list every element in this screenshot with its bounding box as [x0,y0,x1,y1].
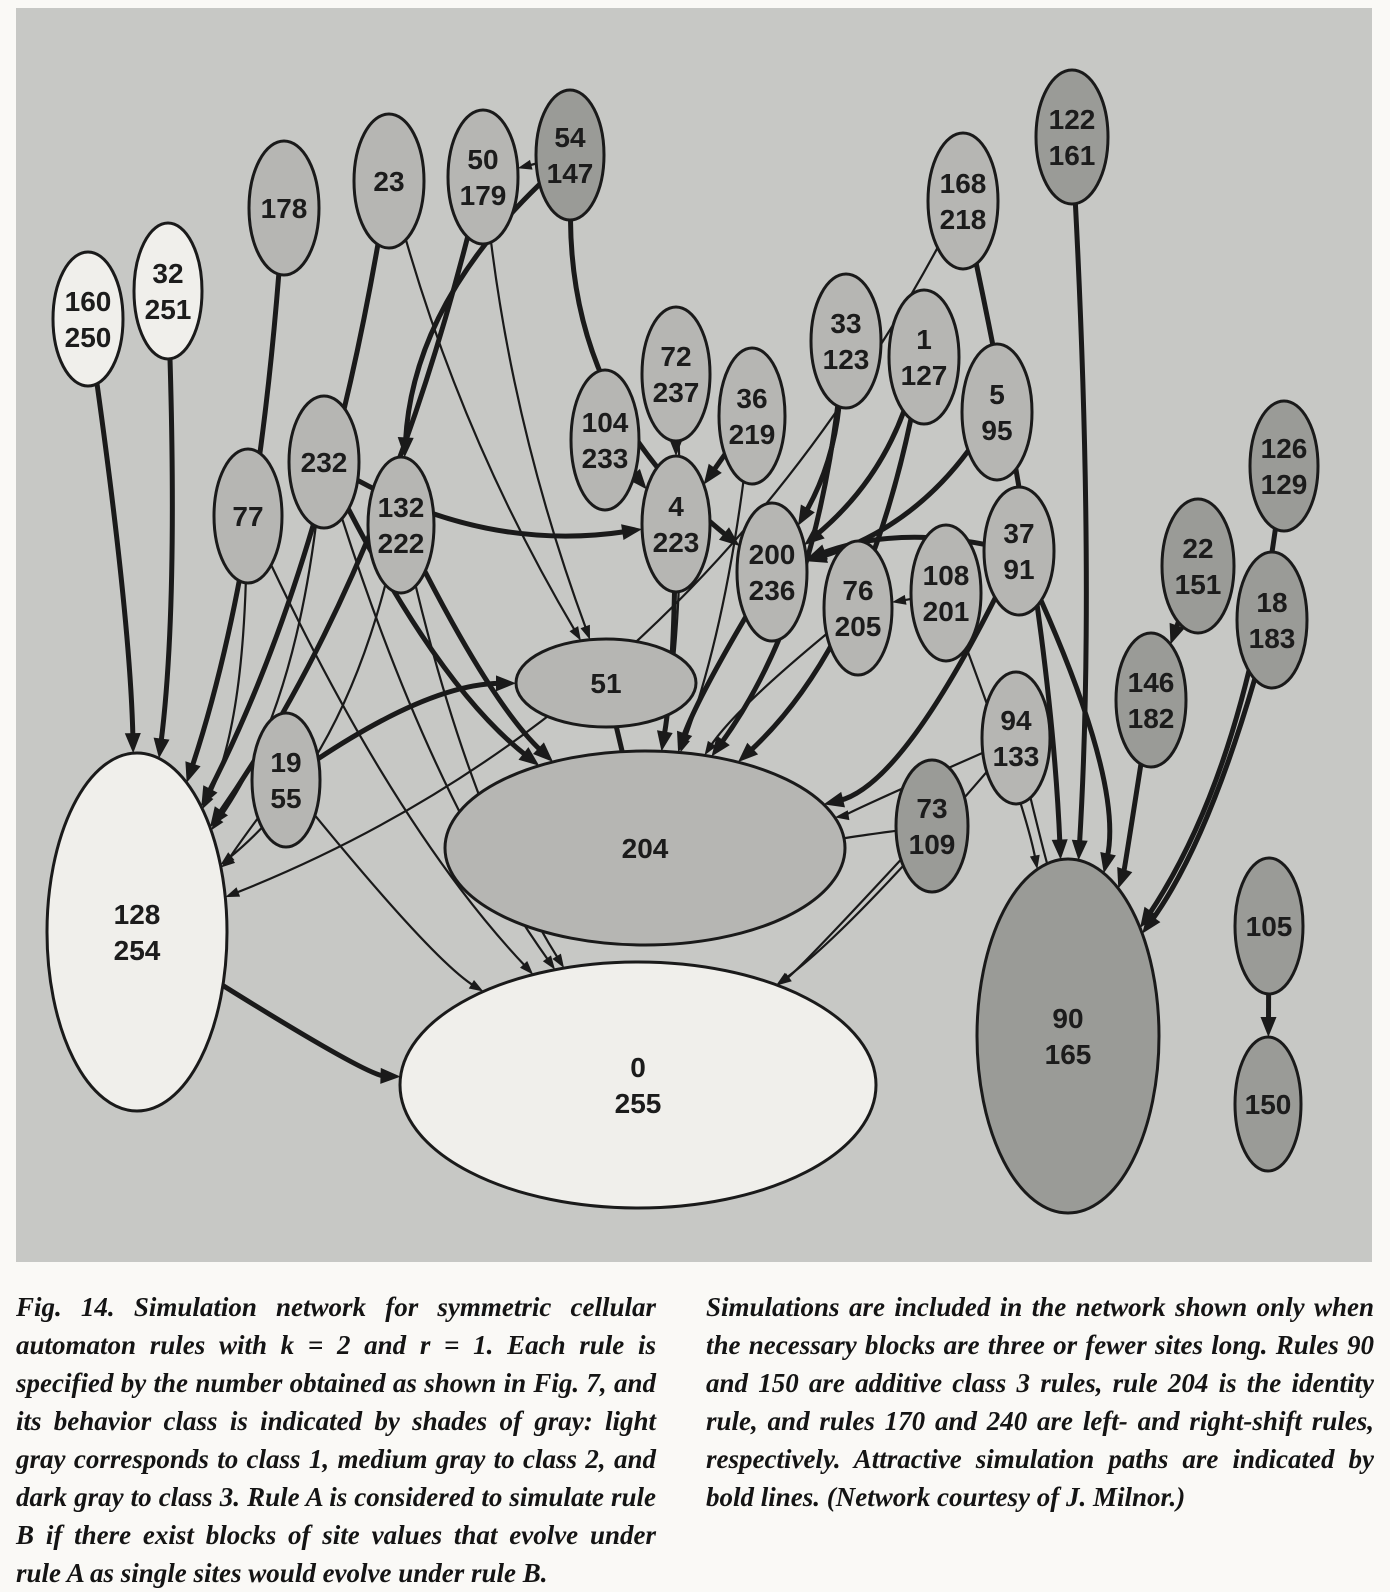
node-label: 37 91 [1003,518,1035,585]
node-label: 19 55 [270,747,302,814]
node-ellipse-class2 [368,457,434,593]
node-ellipse-class3 [977,859,1159,1213]
node-label: 32 251 [144,258,192,325]
node-label: 33 123 [822,308,870,375]
node-168-218 [928,133,998,269]
node-1-127 [889,290,959,424]
node-18-183 [1237,552,1307,688]
node-178 [249,141,319,275]
node-label: 160 250 [64,286,112,353]
node-label: 22 151 [1174,533,1222,600]
node-ellipse-class3 [1162,499,1234,633]
node-ellipse-class2 [962,344,1032,480]
node-ellipse-class1 [47,753,227,1111]
node-label: 18 183 [1248,587,1296,654]
node-108-201 [911,525,981,661]
figure-caption-left: Fig. 14. Simulation network for symmetric cellular automaton rules with k = 2 and r = 1. Each rule is specified by the number obtained as shown in Fig. 7, and its behavior class is indicated by shades of gray: light gray corresponds to class 1, medium gray to class 2, and dark gray to class 3. Rule A is considered to simulate rule B if there exist blocks of site values that evolve under rule A as single sites would evolve under rule B. [16,1292,656,1588]
node-105 [1235,858,1303,994]
node-label: 0 255 [614,1052,662,1119]
node-32-251 [134,223,202,359]
node-50-179 [448,110,518,244]
node-label: 168 218 [939,168,987,235]
node-104-233 [571,370,639,510]
node-77 [214,449,282,583]
node-ellipse-class3 [1116,633,1186,767]
node-label: 51 [590,668,622,699]
node-label: 36 219 [728,383,776,450]
node-ellipse-class2 [642,307,710,441]
node-146-182 [1116,633,1186,767]
node-122-161 [1036,70,1108,204]
node-label: 104 233 [581,407,629,474]
figure-caption-right: Simulations are included in the network shown only when the necessary blocks are three or fewer sites long. Rules 90 and 150 are additive class 3 rules, rule 204 is the identity rule, and rules 170 and 240 are left- and right-shift rules, respectively. Attractive simulation paths are indicated by bold lines. (Network courtesy of J. Milnor.) [706,1292,1374,1512]
node-label: 122 161 [1048,104,1096,171]
node-19-55 [252,713,320,847]
node-ellipse-class2 [571,370,639,510]
node-37-91 [984,487,1054,615]
node-label: 132 222 [377,492,425,559]
node-204 [445,751,845,945]
node-132-222 [368,457,434,593]
node-ellipse-class1 [134,223,202,359]
figure-caption [0,1272,1390,1592]
node-ellipse-class2 [824,541,892,675]
node-ellipse-class2 [928,133,998,269]
node-label: 128 254 [113,899,161,966]
node-label: 178 [260,193,308,224]
node-51 [516,639,696,727]
node-ellipse-class3 [1237,552,1307,688]
node-ellipse-class3 [536,90,604,220]
node-label: 200 236 [748,539,796,606]
node-label: 77 [232,501,264,532]
node-23 [354,114,424,248]
node-232 [289,396,359,528]
node-4-223 [642,456,710,592]
node-ellipse-class2 [719,348,785,484]
node-200-236 [737,503,807,641]
node-72-237 [642,307,710,441]
node-0-255 [400,962,876,1208]
node-22-151 [1162,499,1234,633]
node-126-129 [1250,401,1318,531]
node-label: 146 182 [1127,667,1175,734]
node-36-219 [719,348,785,484]
node-54-147 [536,90,604,220]
node-ellipse-class2 [982,672,1050,804]
node-160-250 [53,252,123,386]
node-ellipse-class3 [1036,70,1108,204]
node-ellipse-class2 [911,525,981,661]
node-ellipse-class2 [448,110,518,244]
node-ellipse-class1 [53,252,123,386]
node-label: 204 [621,833,669,864]
node-label: 4 223 [652,491,700,558]
node-label: 50 179 [459,144,507,211]
node-label: 108 201 [922,560,970,627]
node-label: 94 133 [992,705,1040,772]
node-76-205 [824,541,892,675]
node-150 [1235,1037,1301,1171]
node-ellipse-class1 [400,962,876,1208]
node-label: 76 205 [834,575,882,642]
node-5-95 [962,344,1032,480]
node-label: 150 [1244,1089,1292,1120]
node-label: 23 [373,166,405,197]
node-ellipse-class2 [811,274,881,408]
node-ellipse-class2 [252,713,320,847]
node-label: 232 [300,447,348,478]
node-ellipse-class2 [889,290,959,424]
node-label: 90 165 [1044,1003,1092,1070]
node-90-165 [977,859,1159,1213]
node-label: 1 127 [900,324,948,391]
node-label: 54 147 [546,122,594,189]
node-ellipse-class3 [1250,401,1318,531]
node-ellipse-class2 [737,503,807,641]
node-94-133 [982,672,1050,804]
node-73-109 [896,760,968,892]
node-33-123 [811,274,881,408]
node-ellipse-class3 [896,760,968,892]
node-128-254 [47,753,227,1111]
node-label: 72 237 [652,341,700,408]
node-label: 5 95 [981,379,1013,446]
node-label: 73 109 [908,793,956,860]
node-ellipse-class2 [984,487,1054,615]
node-ellipse-class2 [642,456,710,592]
node-label: 126 129 [1260,433,1308,500]
node-label: 105 [1245,911,1293,942]
